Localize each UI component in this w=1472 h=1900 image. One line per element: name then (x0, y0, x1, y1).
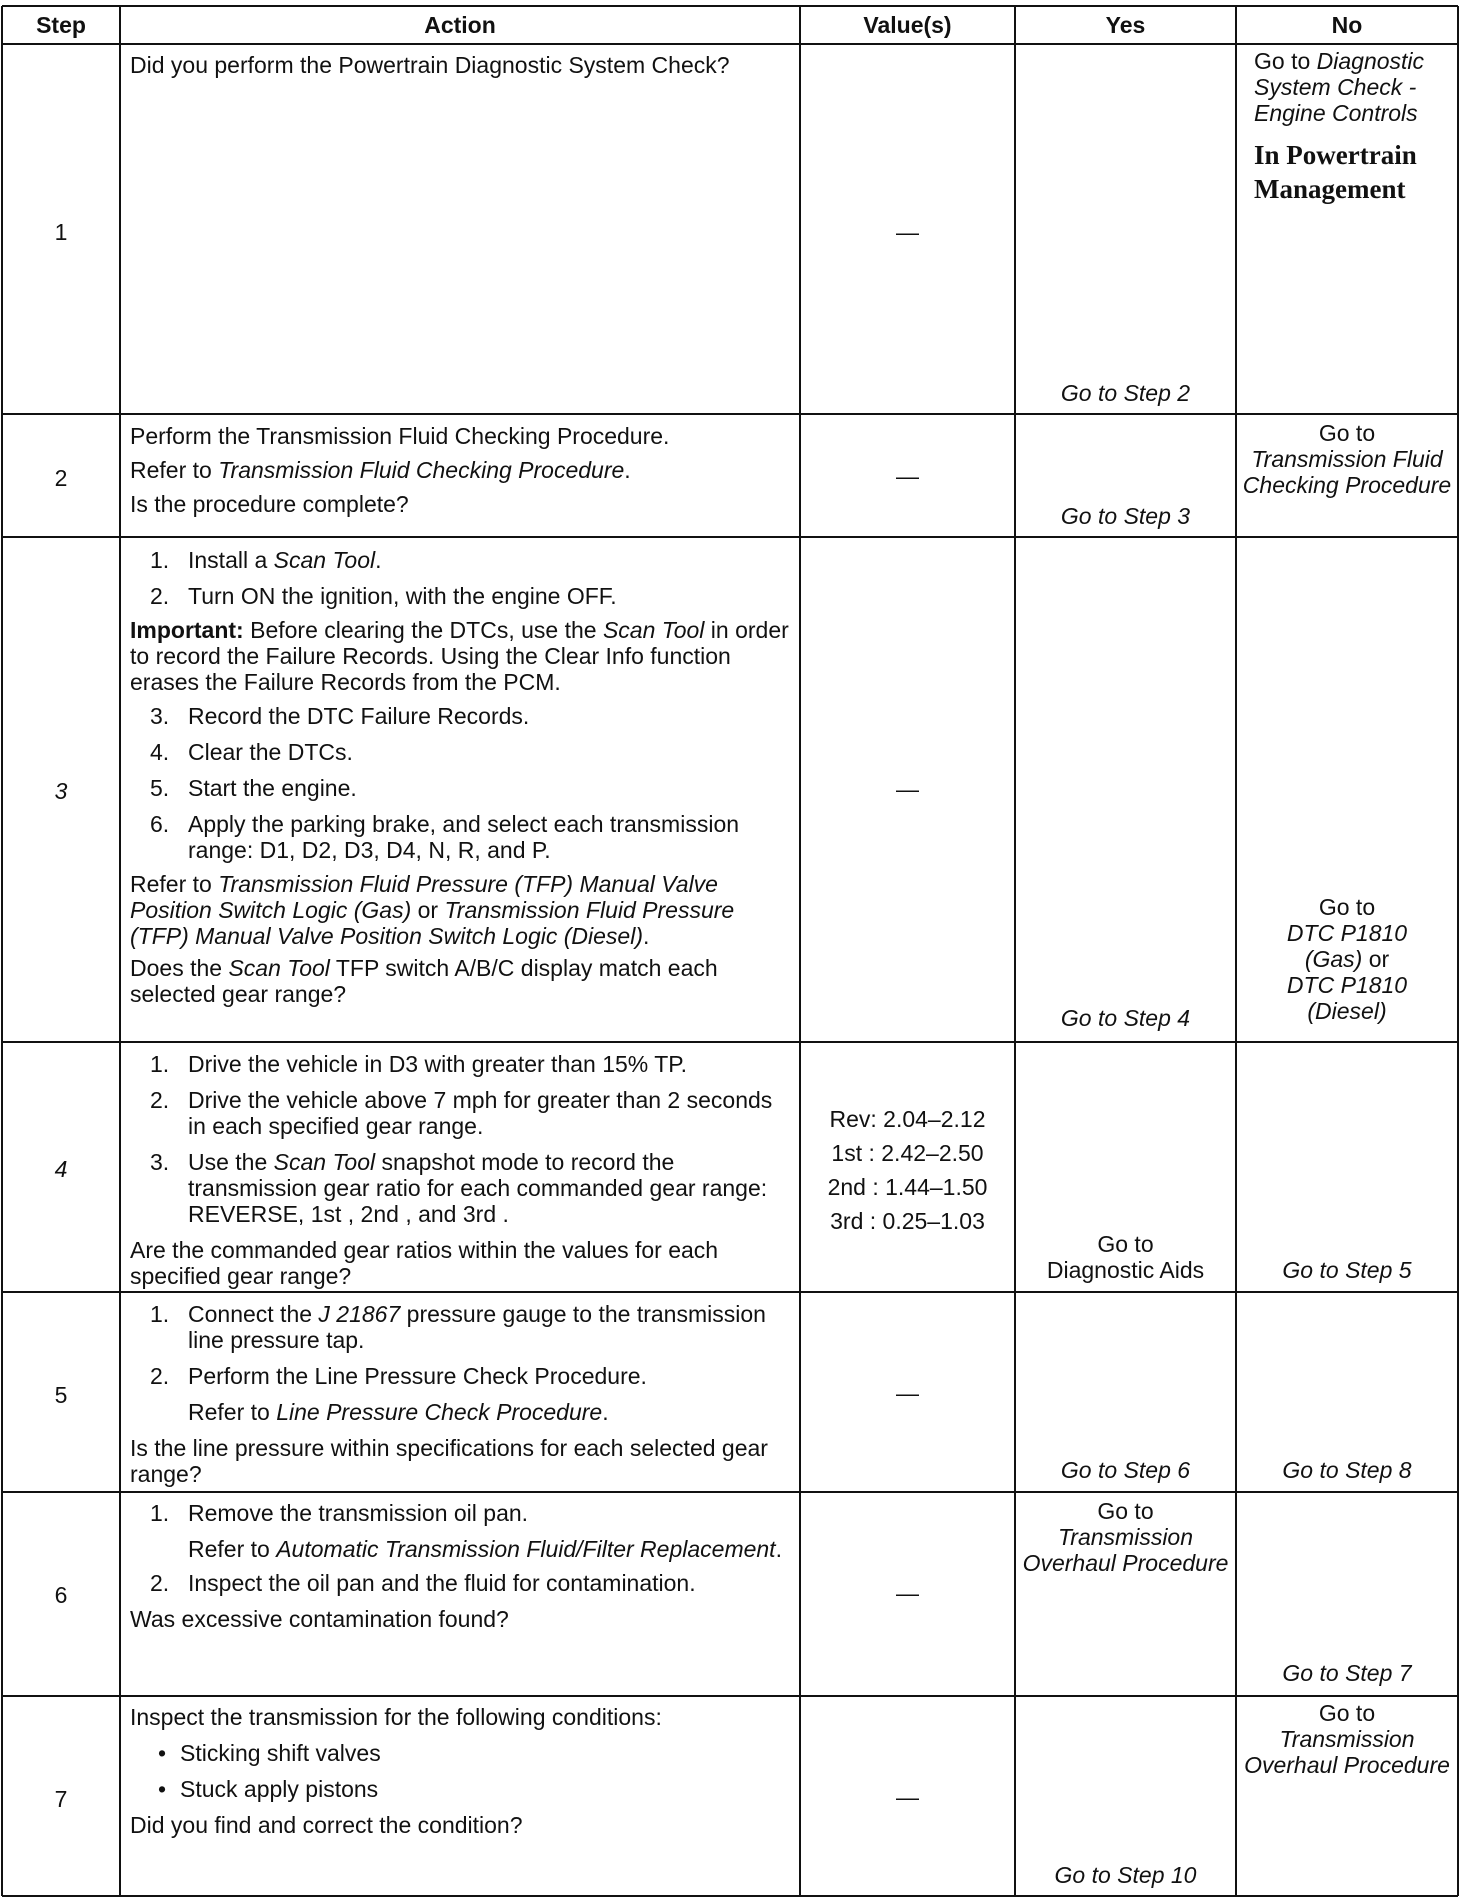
header-no: No (1331, 12, 1363, 38)
value-dash: — (896, 219, 919, 245)
yes-link[interactable]: Go to Step 2 (1060, 380, 1191, 406)
header-yes: Yes (1105, 12, 1146, 38)
header-values: Value(s) (863, 12, 952, 38)
action-text: 1. Install a Scan Tool. 2. Turn ON the ignition, with the engine OFF. Important: Before clearing the DTCs, use the Scan Tool in order to record the Failure Records. Using the Clear Info function erases the Failure Records from the PCM. 3. Record the DTC Failure Records. 4. Clear the DTCs. 5. Start the engine. 6. Apply the parking brake, and select each transmission range: D1, D2, D3, D4, N, R, and P. Refer to Transmission Fluid Pressure (TFP) Manual Valve Position Switch Logic (Gas) or Transmission Fluid Pressure (TFP) Manual Valve Position Switch Logic (Diesel). Does the Scan Tool TFP switch A/B/C display match each selected gear range? (130, 547, 789, 1007)
step-number: 3 (54, 778, 68, 804)
no-link[interactable]: Go to Transmission Overhaul Procedure (1244, 1700, 1450, 1778)
yes-link[interactable]: Go to Step 10 (1054, 1862, 1197, 1888)
step-number: 1 (54, 219, 68, 245)
action-text: Perform the Transmission Fluid Checking Procedure. Refer to Transmission Fluid Checking Procedure. Is the procedure complete? (130, 423, 670, 517)
yes-link[interactable]: Go to Step 3 (1060, 503, 1191, 529)
no-link[interactable]: Go to Step 8 (1282, 1457, 1412, 1483)
step-number: 4 (54, 1156, 68, 1182)
header-step: Step (36, 12, 86, 38)
yes-link[interactable]: Go to Step 4 (1060, 1005, 1191, 1031)
value-dash: — (896, 776, 919, 802)
yes-link[interactable]: Go to Step 6 (1060, 1457, 1191, 1483)
action-text: 1. Drive the vehicle in D3 with greater than 15% TP. 2. Drive the vehicle above 7 mph for greater than 2 seconds in each specified gear range. 3. Use the Scan Tool snapshot mode to record the transmission gear ratio for each commanded gear range: REVERSE, 1st , 2nd , and 3rd . Are the commanded gear ratios within the values for each specified gear range? (130, 1051, 773, 1289)
step-number: 2 (54, 465, 68, 491)
step-number: 7 (54, 1786, 68, 1812)
action-text: 1. Connect the J 21867 pressure gauge to the transmission line pressure tap. 2. Perform the Line Pressure Check Procedure. Refer to Line Pressure Check Procedure. Is the line pressure within specifications for each selected gear range? (130, 1301, 768, 1487)
value-dash: — (896, 463, 919, 489)
value-dash: — (896, 1380, 919, 1406)
action-text: 1. Remove the transmission oil pan. Refer to Automatic Transmission Fluid/Filter Replacement. 2. Inspect the oil pan and the fluid for contamination. Was excessive contamination found? (130, 1500, 782, 1632)
step-number: 5 (54, 1382, 68, 1408)
value-item: Rev: 2.04–2.12 (829, 1106, 986, 1132)
no-note: In Powertrain Management (1254, 140, 1417, 204)
yes-link[interactable]: Go to Diagnostic Aids (1046, 1231, 1205, 1283)
value-dash: — (896, 1580, 919, 1606)
value-item: 1st : 2.42–2.50 (831, 1140, 984, 1166)
step-number: 6 (54, 1582, 68, 1608)
value-item: 2nd : 1.44–1.50 (827, 1174, 988, 1200)
no-link[interactable]: Go to Transmission Fluid Checking Procedure (1242, 420, 1452, 498)
no-link[interactable]: Go to Step 7 (1282, 1660, 1412, 1686)
action-text: Did you perform the Powertrain Diagnostic System Check? (130, 52, 730, 78)
value-dash: — (896, 1784, 919, 1810)
value-item: 3rd : 0.25–1.03 (830, 1208, 985, 1234)
no-link[interactable]: Go to DTC P1810 (Gas) or DTC P1810 (Diesel) (1286, 894, 1408, 1024)
yes-link[interactable]: Go to Transmission Overhaul Procedure (1022, 1498, 1229, 1576)
no-link[interactable]: Go to Diagnostic System Check - Engine Controls In Powertrain Management (1254, 48, 1454, 206)
gear-ratio-values (800, 1102, 1015, 1238)
action-text: Inspect the transmission for the following conditions: • Sticking shift valves • Stuck apply pistons Did you find and correct the condition? (130, 1704, 662, 1838)
no-link[interactable]: Go to Step 5 (1282, 1257, 1412, 1283)
header-action: Action (424, 12, 496, 38)
